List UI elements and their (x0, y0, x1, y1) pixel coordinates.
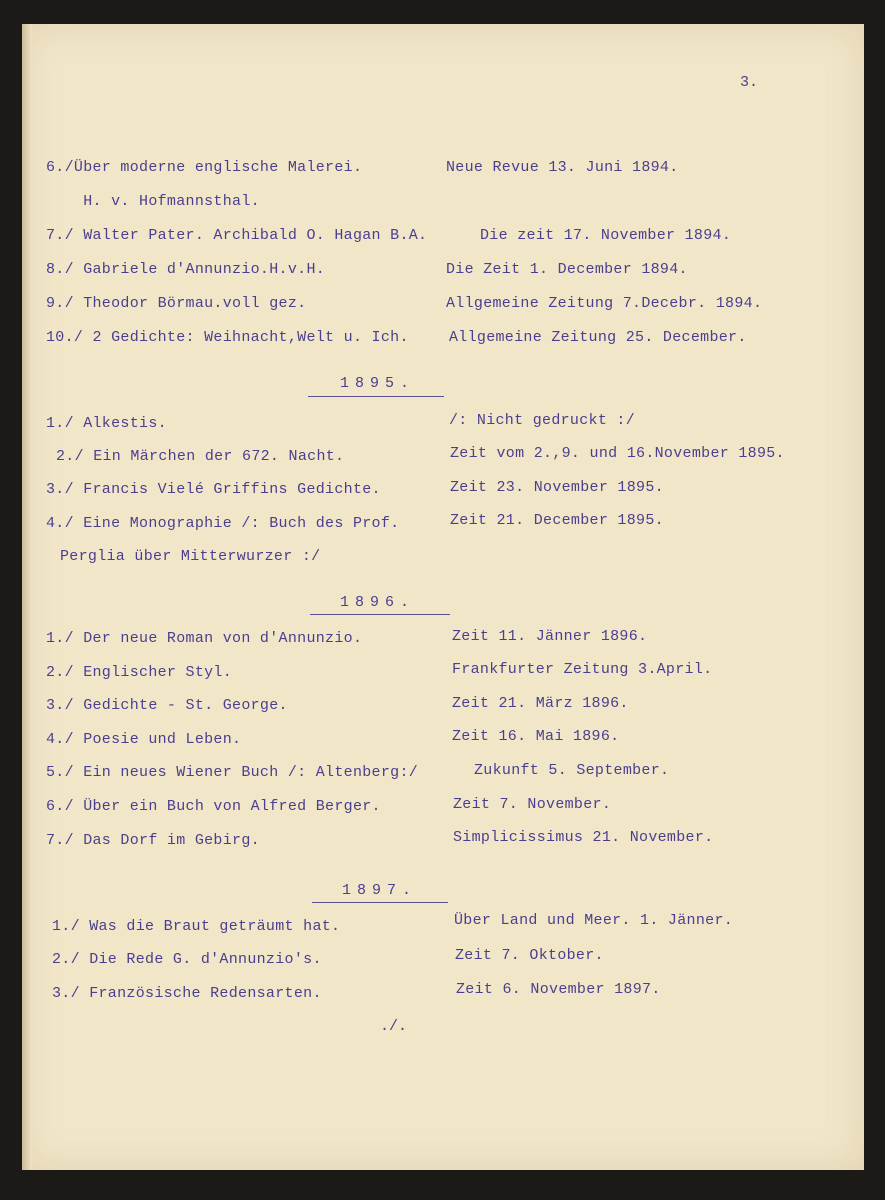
year-underline (308, 396, 444, 397)
entry-left: 1./ Alkestis. (46, 415, 167, 432)
end-mark: ./. (380, 1018, 408, 1035)
entry-right: Neue Revue 13. Juni 1894. (446, 159, 679, 176)
entry-left: 8./ Gabriele d'Annunzio.H.v.H. (46, 261, 326, 278)
entry-left: 2./ Die Rede G. d'Annunzio's. (52, 951, 322, 968)
year-underline (312, 902, 448, 903)
entry-right: Zukunft 5. September. (474, 762, 670, 779)
document-page (22, 24, 864, 1170)
entry-left: 10./ 2 Gedichte: Weihnacht,Welt u. Ich. (46, 329, 409, 346)
entry-right: Die Zeit 1. December 1894. (446, 261, 688, 278)
entry-left: 1./ Der neue Roman von d'Annunzio. (46, 630, 363, 647)
entry-left: 3./ Französische Redensarten. (52, 985, 322, 1002)
entry-left: 3./ Gedichte - St. George. (46, 697, 288, 714)
entry-left: 6./ Über ein Buch von Alfred Berger. (46, 798, 381, 815)
entry-right: Zeit 6. November 1897. (456, 981, 661, 998)
entry-right: Simplicissimus 21. November. (453, 829, 714, 846)
entry-right: Allgemeine Zeitung 25. December. (449, 329, 747, 346)
entry-right: Zeit 16. Mai 1896. (452, 728, 620, 745)
entry-right: Zeit 7. Oktober. (455, 947, 604, 964)
entry-right: Zeit 23. November 1895. (450, 479, 664, 496)
year-heading: 1895. (340, 375, 416, 392)
entry-right: Über Land und Meer. 1. Jänner. (454, 912, 734, 929)
year-underline (310, 614, 450, 615)
page-spine (22, 24, 32, 1170)
entry-right: Zeit 21. December 1895. (450, 512, 664, 529)
page-number: 3. (740, 74, 759, 91)
entry-right: Die zeit 17. November 1894. (480, 227, 732, 244)
entry-left: 2./ Englischer Styl. (46, 664, 233, 681)
entry-left: 5./ Ein neues Wiener Buch /: Altenberg:/ (46, 764, 419, 781)
entry-right: Zeit 11. Jänner 1896. (452, 628, 648, 645)
entry-right: Zeit 7. November. (453, 796, 612, 813)
entry-left: 6./Über moderne englische Malerei. (46, 159, 363, 176)
entry-left: 1./ Was die Braut geträumt hat. (52, 918, 341, 935)
entry-left: 9./ Theodor Börmau.voll gez. (46, 295, 307, 312)
entry-left: 4./ Poesie und Leben. (46, 731, 242, 748)
entry-right: Allgemeine Zeitung 7.Decebr. 1894. (446, 295, 763, 312)
entry-left: Perglia über Mitterwurzer :/ (60, 548, 321, 565)
year-heading: 1897. (342, 882, 418, 899)
entry-left: 4./ Eine Monographie /: Buch des Prof. (46, 515, 400, 532)
entry-right: /: Nicht gedruckt :/ (449, 412, 636, 429)
entry-right: Frankfurter Zeitung 3.April. (452, 661, 713, 678)
entry-right: Zeit 21. März 1896. (452, 695, 629, 712)
entry-left: H. v. Hofmannsthal. (46, 193, 260, 210)
entry-right: Zeit vom 2.,9. und 16.November 1895. (450, 445, 785, 462)
entry-left: 2./ Ein Märchen der 672. Nacht. (56, 448, 345, 465)
year-heading: 1896. (340, 594, 416, 611)
entry-left: 7./ Das Dorf im Gebirg. (46, 832, 260, 849)
entry-left: 7./ Walter Pater. Archibald O. Hagan B.A. (46, 227, 428, 244)
entry-left: 3./ Francis Vielé Griffins Gedichte. (46, 481, 381, 498)
